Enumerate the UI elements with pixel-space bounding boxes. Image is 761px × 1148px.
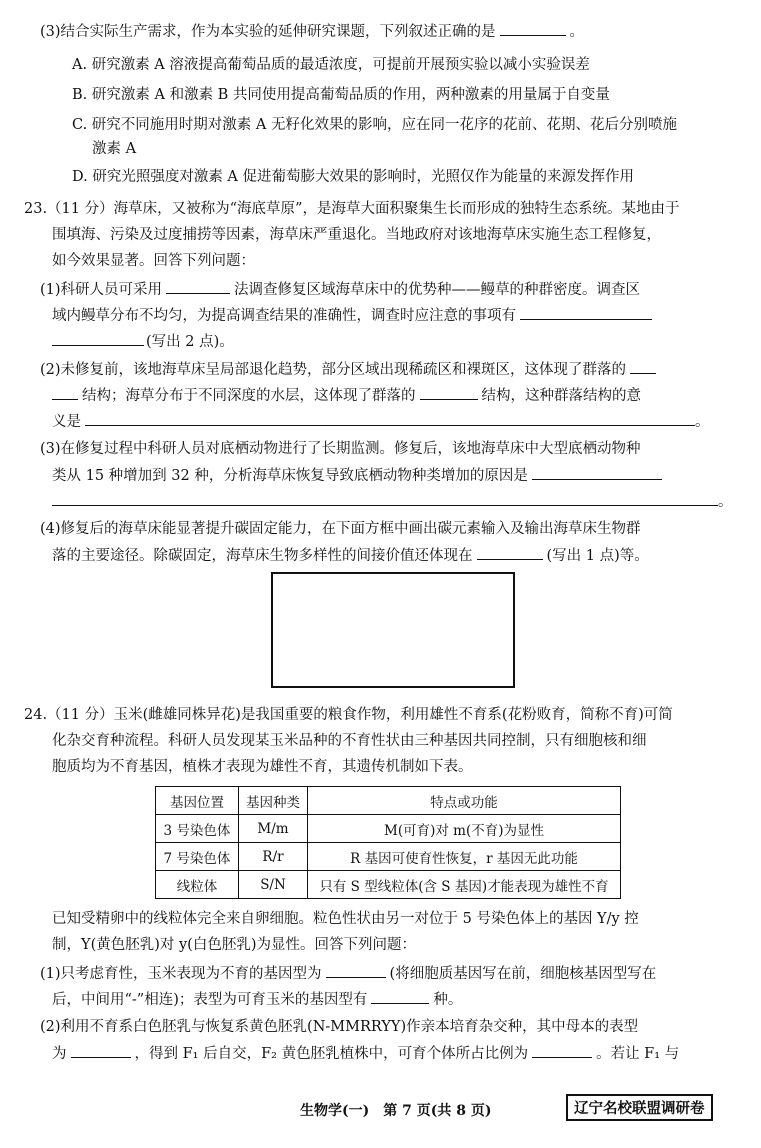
q22-3-option-b: B. 研究激素 A 和激素 B 共同使用提高葡萄品质的作用，两种激素的用量属于自变量 [72,87,610,103]
q23-part3-line1: (3)在修复过程中科研人员对底栖动物进行了长期监测。修复后，该地海草床中大型底栖动物种 [40,441,641,457]
answer-blank[interactable] [500,20,566,36]
q24-part1-line2: 后，中间用“-”相连)；表型为可育玉米的基因型有 种。 [52,988,462,1011]
q24-intro-line1: 24.（11 分）玉米(雌雄同株异花)是我国重要的粮食作物，利用雄性不育系(花粉败育，简称不育)可简 [24,707,673,723]
table-cell: M/m [239,815,308,843]
q24-part2-line1: (2)利用不育系白色胚乳与恢复系黄色胚乳(N-MMRRYY)作亲本培育杂交种，其中母本的表型 [40,1019,639,1035]
table-cell: 7 号染色体 [156,843,239,871]
table-header-row [156,787,621,815]
answer-blank[interactable] [166,278,230,294]
answer-blank[interactable] [371,988,429,1004]
answer-blank[interactable] [52,330,144,346]
table-cell: 线粒体 [156,871,239,899]
q24-part1-line1: (1)只考虑育性，玉米表现为不育的基因型为 (将细胞质基因写在前，细胞核基因型写在 [40,962,656,985]
q22-3-option-d: D. 研究光照强度对激素 A 促进葡萄膨大效果的影响时，光照仅作为能量的来源发挥作用 [72,169,635,185]
answer-blank[interactable] [520,304,652,320]
q24-after-line2: 制，Y(黄色胚乳)对 y(白色胚乳)为显性。回答下列问题： [52,937,416,953]
q22-3-option-a: A. 研究激素 A 溶液提高葡萄品质的最适浓度，可提前开展预实验以减小实验误差 [72,57,590,73]
q23-part1-line3: (写出 2 点)。 [52,330,234,353]
table-header: 基因位置 [156,787,239,815]
q24-part2-line2: 为 ，得到 F₁ 后自交，F₂ 黄色胚乳植株中，可育个体所占比例为 。若让 F₁ 与 [52,1042,679,1065]
q23-part4-line1: (4)修复后的海草床能显著提升碳固定能力，在下面方框中画出碳元素输入及输出海草床生物群 [40,521,641,537]
table-cell: M(可育)对 m(不育)为显性 [308,815,621,843]
gene-table [155,786,621,899]
exam-badge: 辽宁名校联盟调研卷 [566,1094,713,1121]
answer-blank[interactable] [420,384,478,400]
q22-3-option-c: C. 研究不同施用时期对激素 A 无籽化效果的影响，应在同一花序的花前、花期、花后分别喷施 [72,117,677,133]
answer-blank[interactable] [532,464,662,480]
q23-part2-line3: 义是 。 [52,410,710,433]
q24-intro-line3: 胞质均为不育基因，植株才表现为雄性不育，其遗传机制如下表。 [52,759,473,775]
q22-3-stem: (3)结合实际生产需求，作为本实验的延伸研究课题，下列叙述正确的是 。 [40,20,584,43]
table-header: 特点或功能 [308,787,621,815]
q22-3-option-c-cont: 激素 A [92,141,137,157]
table-cell: R 基因可使育性恢复，r 基因无此功能 [308,843,621,871]
q23-part4-line2: 落的主要途径。除碳固定，海草床生物多样性的间接价值还体现在 (写出 1 点)等。 [52,544,649,567]
q23-intro-line3: 如今效果显著。回答下列问题： [52,253,255,269]
table-header: 基因种类 [239,787,308,815]
q23-part1-line2: 域内鳗草分布不均匀，为提高调查结果的准确性，调查时应注意的事项有 [52,304,652,327]
table-cell: 3 号染色体 [156,815,239,843]
page-footer: 生物学(一) 第 7 页(共 8 页) [300,1103,492,1119]
table-cell: 只有 S 型线粒体(含 S 基因)才能表现为雄性不育 [308,871,621,899]
answer-blank[interactable] [326,962,386,978]
q23-part2-line2: 结构；海草分布于不同深度的水层，这体现了群落的 结构，这种群落结构的意 [52,384,641,407]
table-cell: S/N [239,871,308,899]
q23-part3-line2: 类从 15 种增加到 32 种，分析海草床恢复导致底栖动物种类增加的原因是 [52,464,662,487]
table-row [156,871,621,899]
table-cell: R/r [239,843,308,871]
q24-intro-line2: 化杂交育种流程。科研人员发现某玉米品种的不育性状由三种基因共同控制，只有细胞核和细 [52,733,647,749]
q23-part1-line1: (1)科研人员可采用 法调查修复区域海草床中的优势种——鳗草的种群密度。调查区 [40,278,640,301]
q24-after-line1: 已知受精卵中的线粒体完全来自卵细胞。粒色性状由另一对位于 5 号染色体上的基因 Y/y 控 [52,911,639,927]
answer-blank[interactable] [630,358,656,374]
table-row [156,843,621,871]
answer-blank[interactable] [85,410,695,426]
answer-blank[interactable] [52,490,718,506]
q23-part2-line1: (2)未修复前，该地海草床呈局部退化趋势，部分区域出现稀疏区和裸斑区，这体现了群落的 [40,358,656,381]
answer-blank[interactable] [71,1042,131,1058]
answer-blank[interactable] [532,1042,592,1058]
drawing-answer-box[interactable] [271,572,515,688]
table-row [156,815,621,843]
q23-part3-line3: 。 [52,490,733,513]
q23-intro-line2: 围填海、污染及过度捕捞等因素，海草床严重退化。当地政府对该地海草床实施生态工程修复， [52,227,661,243]
q23-intro-line1: 23.（11 分）海草床，又被称为“海底草原”，是海草大面积聚集生长而形成的独特生态系统。某地由于 [24,201,680,217]
answer-blank[interactable] [477,544,543,560]
answer-blank[interactable] [52,384,78,400]
